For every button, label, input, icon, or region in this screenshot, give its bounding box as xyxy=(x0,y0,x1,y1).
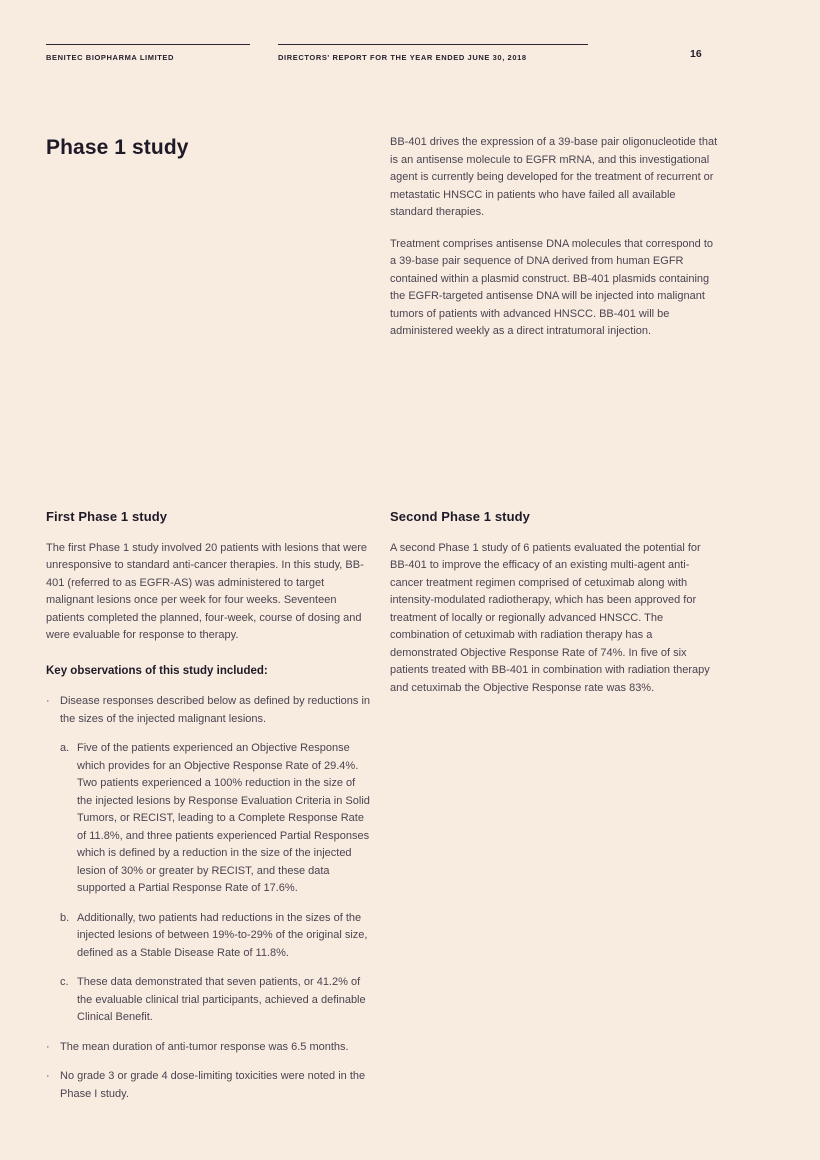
item-letter: c. xyxy=(60,976,69,988)
second-study-heading: Second Phase 1 study xyxy=(390,509,530,524)
item-text: Five of the patients experienced an Objective Response which provides for an Objective Response Rate of 29.4%. Two patients experienced a 100% reduction in the size of the injected lesions by Response Evaluation Criteria in Solid Tumors, or RECIST, leading to a Complete Response Rate of 11.8%, and three patients experienced Partial Responses which is defined by a reduction in the size of the injected lesion of 30% or greater by RECIST, and these data supported a Partial Response Rate of 17.6%. xyxy=(77,742,370,894)
item-letter: b. xyxy=(60,911,70,924)
list-item xyxy=(46,1068,370,1103)
intro-paragraph-1: BB-401 drives the expression of a 39-base pair oligonucleotide that is an antisense molecule to EGFR mRNA, and this investigational agent is currently being developed for the treatment of recurrent or metastatic HNSCC in patients who have failed all available standard therapies. xyxy=(390,136,718,218)
intro-section xyxy=(390,134,718,355)
header-company-name: BENITEC BIOPHARMA LIMITED xyxy=(46,44,250,62)
bullet-text: Disease responses described below as defined by reductions in the sizes of the injected malignant lesions. xyxy=(60,695,371,725)
list-item xyxy=(60,974,370,1027)
list-item xyxy=(60,910,370,963)
bullet-marker: · xyxy=(46,695,50,707)
second-study-section xyxy=(390,508,718,711)
first-study-body: The first Phase 1 study involved 20 patients with lesions that were unresponsive to standard anti-cancer therapies. In this study, BB-401 (referred to as EGFR-AS) was administered to target malignant lesions once per week for four weeks. Seventeen patients completed the planned, four-week, course of dosing and were evaluable for response to therapy. xyxy=(46,541,368,641)
bullet-marker: · xyxy=(46,1040,50,1053)
item-letter: a. xyxy=(60,742,70,754)
page-number: 16 xyxy=(690,48,702,60)
item-text: Additionally, two patients had reductions in the sizes of the injected lesions of between 19%-to-29% of the original size, defined as a Stable Disease Rate of 11.8%. xyxy=(77,911,368,959)
first-study-heading: First Phase 1 study xyxy=(46,509,168,524)
list-item xyxy=(46,693,370,728)
bullet-marker: · xyxy=(46,1070,50,1082)
second-study-body: A second Phase 1 study of 6 patients evaluated the potential for BB-401 to improve the efficacy of an existing multi-agent anti-cancer treatment regimen comprised of cetuximab along with intensity-modulated radiotherapy, which has been approved for treatment of locally or regionally advanced HNSCC. The combination of cetuximab with radiation therapy has a demonstrated Objective Response Rate of 74%. In five of six patients treated with BB-401 in combination with radiation therapy and cetuximab the Objective Response rate was 83%. xyxy=(390,541,710,694)
bullet-text: No grade 3 or grade 4 dose-limiting toxicities were noted in the Phase I study. xyxy=(60,1070,366,1100)
list-item xyxy=(46,1039,370,1057)
list-item xyxy=(60,740,370,898)
header-report-title: DIRECTORS' REPORT FOR THE YEAR ENDED JUNE 30, 2018 xyxy=(278,44,588,62)
bullet-text: The mean duration of anti-tumor response was 6.5 months. xyxy=(60,1040,349,1053)
key-observations-heading: Key observations of this study included: xyxy=(46,664,268,677)
intro-paragraph-2: Treatment comprises antisense DNA molecules that correspond to a 39-base pair sequence of DNA derived from human EGFR contained within a plasmid construct. BB-401 plasmids containing the EGFR-targeted antisense DNA will be injected into malignant tumors of patients with advanced HNSCC. BB-401 will be administered weekly as a direct intratumoral injection. xyxy=(390,237,714,337)
item-text: These data demonstrated that seven patients, or 41.2% of the evaluable clinical trial participants, achieved a definable Clinical Benefit. xyxy=(77,976,366,1023)
first-study-section xyxy=(46,508,370,1115)
page-title: Phase 1 study xyxy=(46,136,189,159)
